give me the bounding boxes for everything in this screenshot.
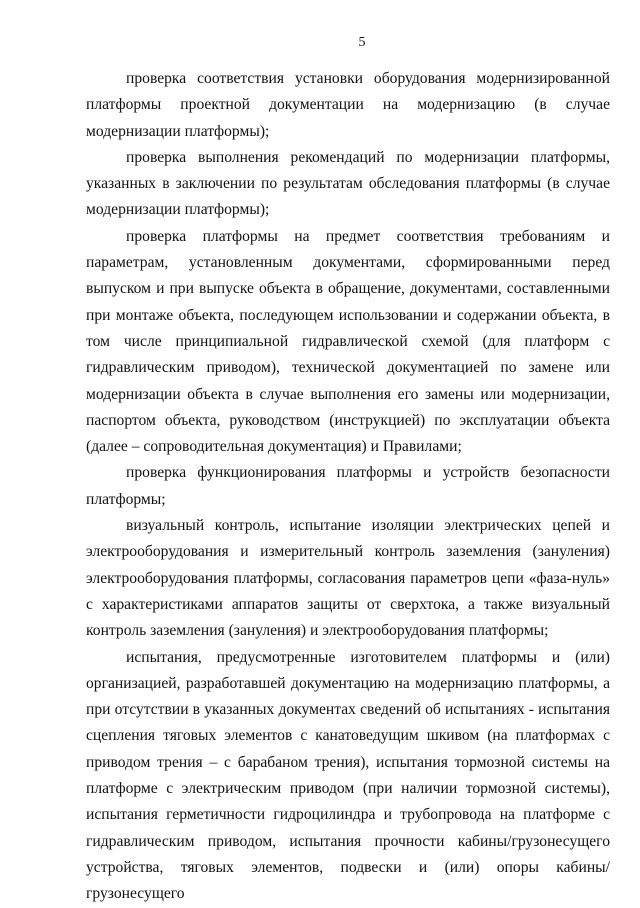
page-number: 5: [358, 35, 366, 50]
paragraph-function-check: проверка функционирования платформы и устройств безопасности платформы;: [86, 464, 610, 508]
paragraph-equipment-check: проверка соответствия установки оборудования модернизированной платформы проектной документации на модернизацию (в случае модернизации платформы);: [86, 70, 610, 140]
paragraph-electrical-control: визуальный контроль, испытание изоляции электрических цепей и электрооборудования и измерительный контроль заземления (зануления) электрооборудования платформы, согласования параметров цепи «фаза-нуль» с характеристиками аппаратов защиты от сверхтока, а также визуальный контроль заземления (зануления) и электрооборудования платформы;: [86, 517, 610, 640]
paragraph-tests: испытания, предусмотренные изготовителем платформы и (или) организацией, разработавшей документацию на модернизацию платформы, а при отсутствии в указанных документах сведений об испытаниях - испытания сцепления тяговых элементов с канатоведущим шкивом (на платформах с приводом трения – с барабаном трения), испытания тормозной системы на платформе с электрическим приводом (при наличии тормозной системы), испытания герметичности гидроцилиндра и трубопровода на платформе с гидравлическим приводом, испытания прочности кабины/грузонесущего устройства, тяговых элементов, подвески и (или) опоры кабины/грузонесущего: [86, 648, 610, 903]
paragraph-requirements-check: проверка платформы на предмет соответствия требованиям и параметрам, установленным документами, сформированными перед выпуском и при выпуске объекта в обращение, документами, составленными при монтаже объекта, последующем использовании и содержании объекта, в том числе принципиальной гидравлической схемой (для платформ с гидравлическим приводом), технической документацией по замене или модернизации объекта в случае выполнения его замены или модернизации, паспортом объекта, руководством (инструкцией) по эксплуатации объекта (далее – сопроводительная документация) и Правилами;: [86, 227, 610, 456]
paragraph-recommendations-check: проверка выполнения рекомендаций по модернизации платформы, указанных в заключении по результатам обследования платформы (в случае модернизации платформы);: [86, 148, 610, 219]
